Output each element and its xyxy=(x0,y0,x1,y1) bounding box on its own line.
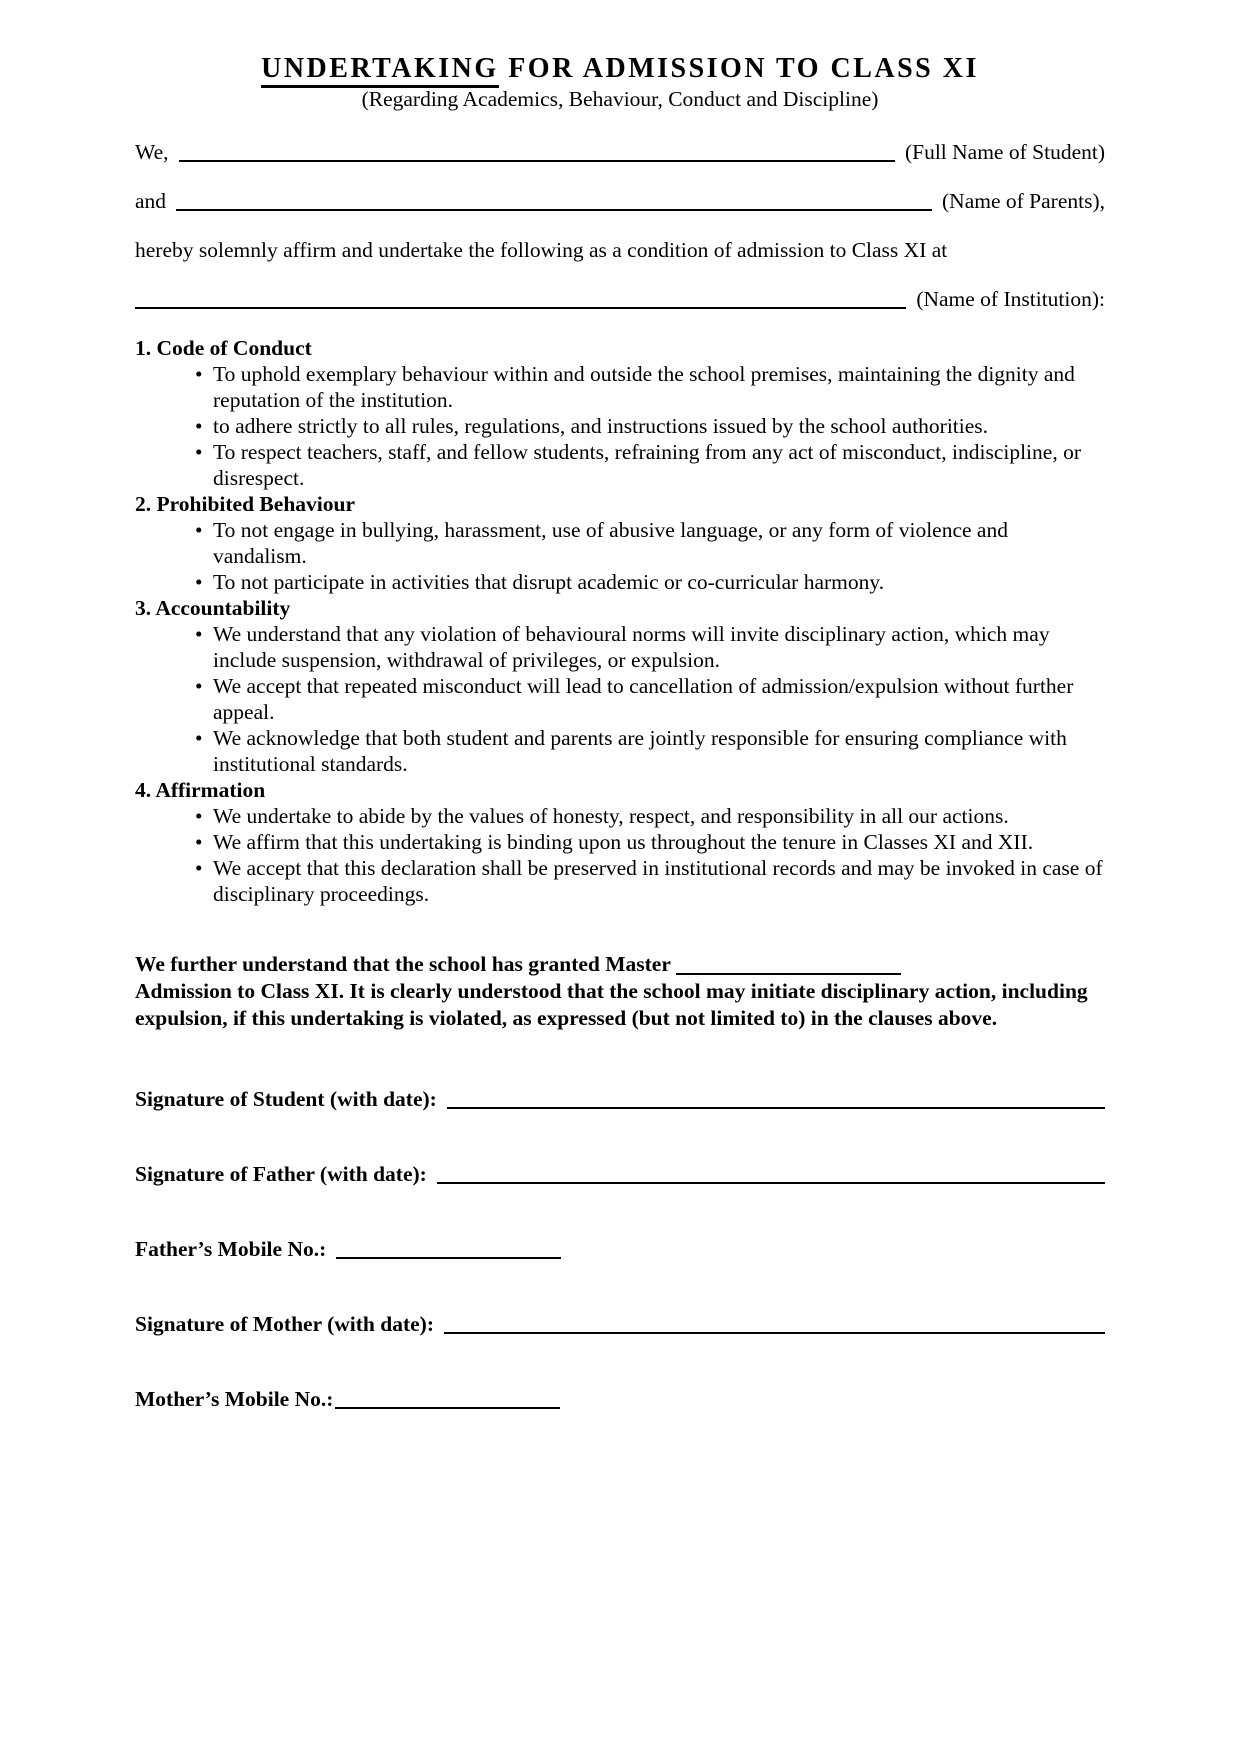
section-affirmation xyxy=(135,777,1105,907)
preamble xyxy=(135,139,1105,312)
student-name-prefix: We, xyxy=(135,140,169,164)
section-prohibited-behaviour xyxy=(135,491,1105,595)
mother-mobile-label: Mother’s Mobile No.: xyxy=(135,1387,334,1411)
bullet-list xyxy=(135,621,1105,777)
father-mobile-label: Father’s Mobile No.: xyxy=(135,1237,327,1261)
father-mobile-row xyxy=(135,1236,1105,1262)
closing-text-after-blank: Admission to Class XI. It is clearly understood that the school may initiate disciplinary action, including expulsion, if this undertaking is violated, as expressed (but not limited to) in the clauses above. xyxy=(135,979,1088,1030)
affirmation-sentence: hereby solemnly affirm and undertake the following as a condition of admission to Class XI at xyxy=(135,238,948,262)
clauses xyxy=(135,335,1105,907)
signature-father-blank[interactable] xyxy=(437,1180,1105,1184)
student-name-line xyxy=(135,139,1105,165)
section-heading: 1. Code of Conduct xyxy=(135,336,312,360)
parents-name-prefix: and xyxy=(135,189,167,213)
parents-name-suffix: (Name of Parents), xyxy=(942,189,1105,213)
page-subtitle: (Regarding Academics, Behaviour, Conduct and Discipline) xyxy=(361,87,879,111)
section-code-of-conduct xyxy=(135,335,1105,491)
institution-name-line xyxy=(135,286,1105,312)
section-heading: 4. Affirmation xyxy=(135,778,266,802)
bullet-item: • To respect teachers, staff, and fellow students, refraining from any act of misconduct, indiscipline, or disrespect. xyxy=(195,439,1105,491)
father-mobile-blank[interactable] xyxy=(336,1255,561,1259)
student-name-blank[interactable] xyxy=(179,158,895,162)
signature-student-label: Signature of Student (with date): xyxy=(135,1087,437,1111)
bullet-list xyxy=(135,361,1105,491)
page-title-rest: FOR ADMISSION TO CLASS XI xyxy=(498,53,979,84)
bullet-list xyxy=(135,517,1105,595)
signature-block xyxy=(135,1086,1105,1412)
bullet-item: • We affirm that this undertaking is binding upon us throughout the tenure in Classes XI and XII. xyxy=(195,829,1105,855)
signature-father-row xyxy=(135,1161,1105,1187)
student-name-suffix: (Full Name of Student) xyxy=(904,140,1105,164)
bullet-item: • To not participate in activities that disrupt academic or co-curricular harmony. xyxy=(195,569,1105,595)
signature-mother-row xyxy=(135,1311,1105,1337)
section-accountability xyxy=(135,595,1105,777)
bullet-item: • To uphold exemplary behaviour within and outside the school premises, maintaining the dignity and reputation of the institution. xyxy=(195,361,1105,413)
bullet-item: • We acknowledge that both student and parents are jointly responsible for ensuring compliance with institutional standards. xyxy=(195,725,1105,777)
page-title-underlined-word: UNDERTAKING xyxy=(261,53,499,88)
mother-mobile-row xyxy=(135,1386,1105,1412)
mother-mobile-blank[interactable] xyxy=(335,1405,560,1409)
parents-name-line xyxy=(135,188,1105,214)
closing-text-before-blank: We further understand that the school has granted Master xyxy=(135,952,671,976)
section-heading: 2. Prohibited Behaviour xyxy=(135,492,355,516)
bullet-item: • We undertake to abide by the values of honesty, respect, and responsibility in all our actions. xyxy=(195,803,1105,829)
signature-student-row xyxy=(135,1086,1105,1112)
institution-name-suffix: (Name of Institution): xyxy=(916,287,1105,311)
closing-paragraph xyxy=(135,951,1105,1032)
bullet-item: • To not engage in bullying, harassment, use of abusive language, or any form of violence and vandalism. xyxy=(195,517,1105,569)
bullet-item: • to adhere strictly to all rules, regulations, and instructions issued by the school authorities. xyxy=(195,413,1105,439)
bullet-item: • We accept that repeated misconduct will lead to cancellation of admission/expulsion without further appeal. xyxy=(195,673,1105,725)
section-heading: 3. Accountability xyxy=(135,596,291,620)
master-name-blank[interactable] xyxy=(676,973,901,975)
signature-father-label: Signature of Father (with date): xyxy=(135,1162,427,1186)
signature-student-blank[interactable] xyxy=(447,1105,1105,1109)
page-title xyxy=(135,52,1105,86)
parents-name-blank[interactable] xyxy=(176,207,932,211)
institution-name-blank[interactable] xyxy=(135,305,906,309)
bullet-item: • We understand that any violation of behavioural norms will invite disciplinary action, which may include suspension, withdrawal of privileges, or expulsion. xyxy=(195,621,1105,673)
closing-line-with-blank xyxy=(135,951,1105,978)
signature-mother-blank[interactable] xyxy=(444,1330,1105,1334)
signature-mother-label: Signature of Mother (with date): xyxy=(135,1312,434,1336)
bullet-item: • We accept that this declaration shall be preserved in institutional records and may be invoked in case of disciplinary proceedings. xyxy=(195,855,1105,907)
bullet-list xyxy=(135,803,1105,907)
